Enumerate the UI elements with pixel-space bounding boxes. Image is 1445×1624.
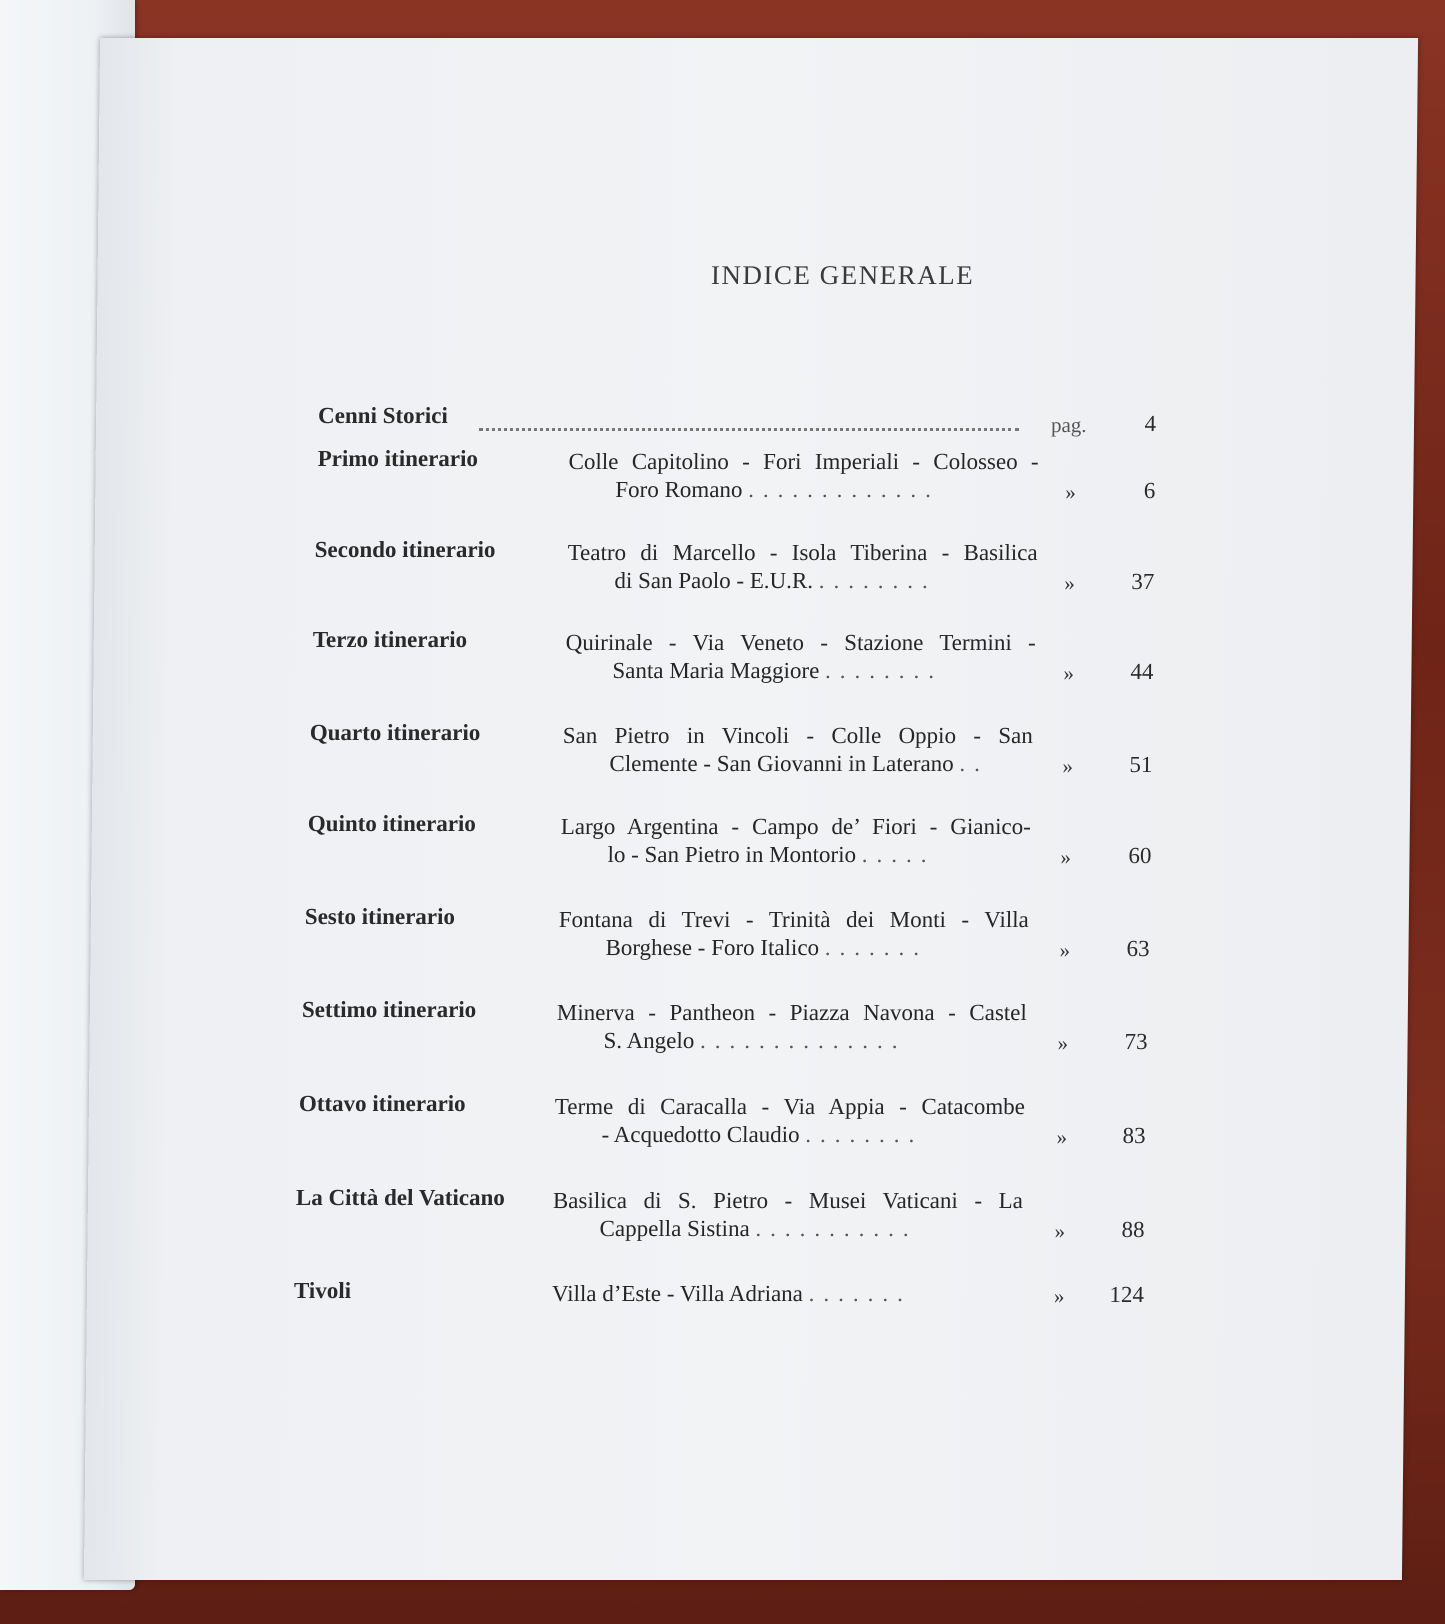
- entry-title: Secondo itinerario: [314, 537, 496, 562]
- toc-entry: [90, 886, 1409, 966]
- entry-description: [552, 1280, 1022, 1308]
- toc-entry: [89, 979, 1408, 1059]
- description-line: Largo Argentina - Campo de’ Fiori - Gianico-: [560, 814, 1031, 839]
- toc-entry: [94, 519, 1413, 599]
- page-number: 124: [1109, 1282, 1145, 1307]
- toc-entry: [88, 1073, 1407, 1153]
- entry-description: [562, 722, 1033, 778]
- entry-title: Primo itinerario: [317, 446, 479, 471]
- entry-description: [554, 1093, 1025, 1149]
- continuation-marker: »: [1053, 1284, 1065, 1308]
- page-number: 6: [1143, 478, 1156, 503]
- entry-title: Sesto itinerario: [304, 904, 456, 929]
- continuation-marker: »: [1057, 1031, 1069, 1055]
- entry-description: [567, 539, 1038, 595]
- description-line: Quirinale - Via Veneto - Stazione Termini -: [565, 630, 1036, 655]
- continuation-marker: »: [1056, 1125, 1068, 1149]
- entry-description: [558, 906, 1029, 962]
- entry-description: [568, 448, 1039, 504]
- toc-entry: [91, 793, 1410, 873]
- continuation-marker: »: [1062, 754, 1074, 778]
- description-line: lo - San Pietro in Montorio .....: [607, 842, 936, 867]
- entry-title: Settimo itinerario: [301, 997, 477, 1022]
- description-line: Santa Maria Maggiore ........: [612, 658, 944, 683]
- entry-title: Quarto itinerario: [309, 720, 481, 745]
- description-line: Villa d’Este - Villa Adriana .......: [551, 1281, 913, 1306]
- continuation-marker: »: [1054, 1219, 1066, 1243]
- entry-title: La Città del Vaticano: [295, 1185, 505, 1210]
- toc-entry: [93, 609, 1412, 689]
- description-line: San Pietro in Vincoli - Colle Oppio - San: [562, 723, 1033, 748]
- book-page: [84, 38, 1418, 1580]
- page-number: 60: [1128, 843, 1152, 868]
- page-number: 88: [1121, 1217, 1145, 1242]
- entry-description: [556, 999, 1027, 1055]
- entry-title: Ottavo itinerario: [298, 1091, 466, 1116]
- description-line: - Acquedotto Claudio ........: [601, 1122, 924, 1147]
- description-line: di San Paolo - E.U.R. ........: [614, 568, 937, 593]
- toc-entry: [87, 1167, 1406, 1247]
- page-number: 73: [1124, 1029, 1148, 1054]
- entry-description: [560, 813, 1031, 869]
- description-line: Basilica di S. Pietro - Musei Vaticani - La: [552, 1188, 1024, 1213]
- description-line: Foro Romano .............: [615, 477, 941, 502]
- page-number: 44: [1130, 659, 1154, 684]
- pag-label: pag.: [1050, 413, 1087, 437]
- table-of-contents: [84, 38, 1418, 1580]
- page-number: 83: [1122, 1123, 1146, 1148]
- toc-entry: [92, 702, 1411, 782]
- entry-title: Quinto itinerario: [307, 811, 477, 836]
- description-line: Teatro di Marcello - Isola Tiberina - Basilica: [567, 540, 1038, 565]
- description-line: Terme di Caracalla - Via Appia - Catacombe: [554, 1094, 1026, 1119]
- continuation-marker: »: [1059, 938, 1071, 962]
- description-line: Cappella Sistina ...........: [599, 1216, 918, 1241]
- page-number: 63: [1126, 936, 1150, 961]
- entry-title: Cenni Storici: [317, 403, 448, 428]
- page-title: INDICE GENERALE: [710, 260, 975, 290]
- description-line: Fontana di Trevi - Trinità dei Monti - Villa: [558, 907, 1029, 932]
- page-number: 4: [1144, 411, 1157, 436]
- entry-title: Terzo itinerario: [312, 627, 468, 652]
- page-number: 51: [1129, 752, 1153, 777]
- page-number: 37: [1131, 569, 1155, 594]
- description-line: Clemente - San Giovanni in Laterano ..: [609, 751, 990, 776]
- continuation-marker: »: [1065, 480, 1076, 504]
- description-line: Colle Capitolino - Fori Imperiali - Colosseo -: [568, 449, 1039, 474]
- toc-entry: [95, 428, 1414, 508]
- entry-description: [552, 1187, 1023, 1243]
- description-line: S. Angelo ..............: [603, 1028, 907, 1053]
- description-line: Minerva - Pantheon - Piazza Navona - Castel: [556, 1000, 1027, 1025]
- continuation-marker: »: [1060, 845, 1072, 869]
- toc-entry: [86, 1260, 1405, 1340]
- continuation-marker: »: [1063, 661, 1075, 685]
- entry-title: Tivoli: [293, 1278, 352, 1303]
- description-line: Borghese - Foro Italico .......: [605, 935, 929, 960]
- continuation-marker: »: [1064, 571, 1075, 595]
- entry-description: [565, 629, 1036, 685]
